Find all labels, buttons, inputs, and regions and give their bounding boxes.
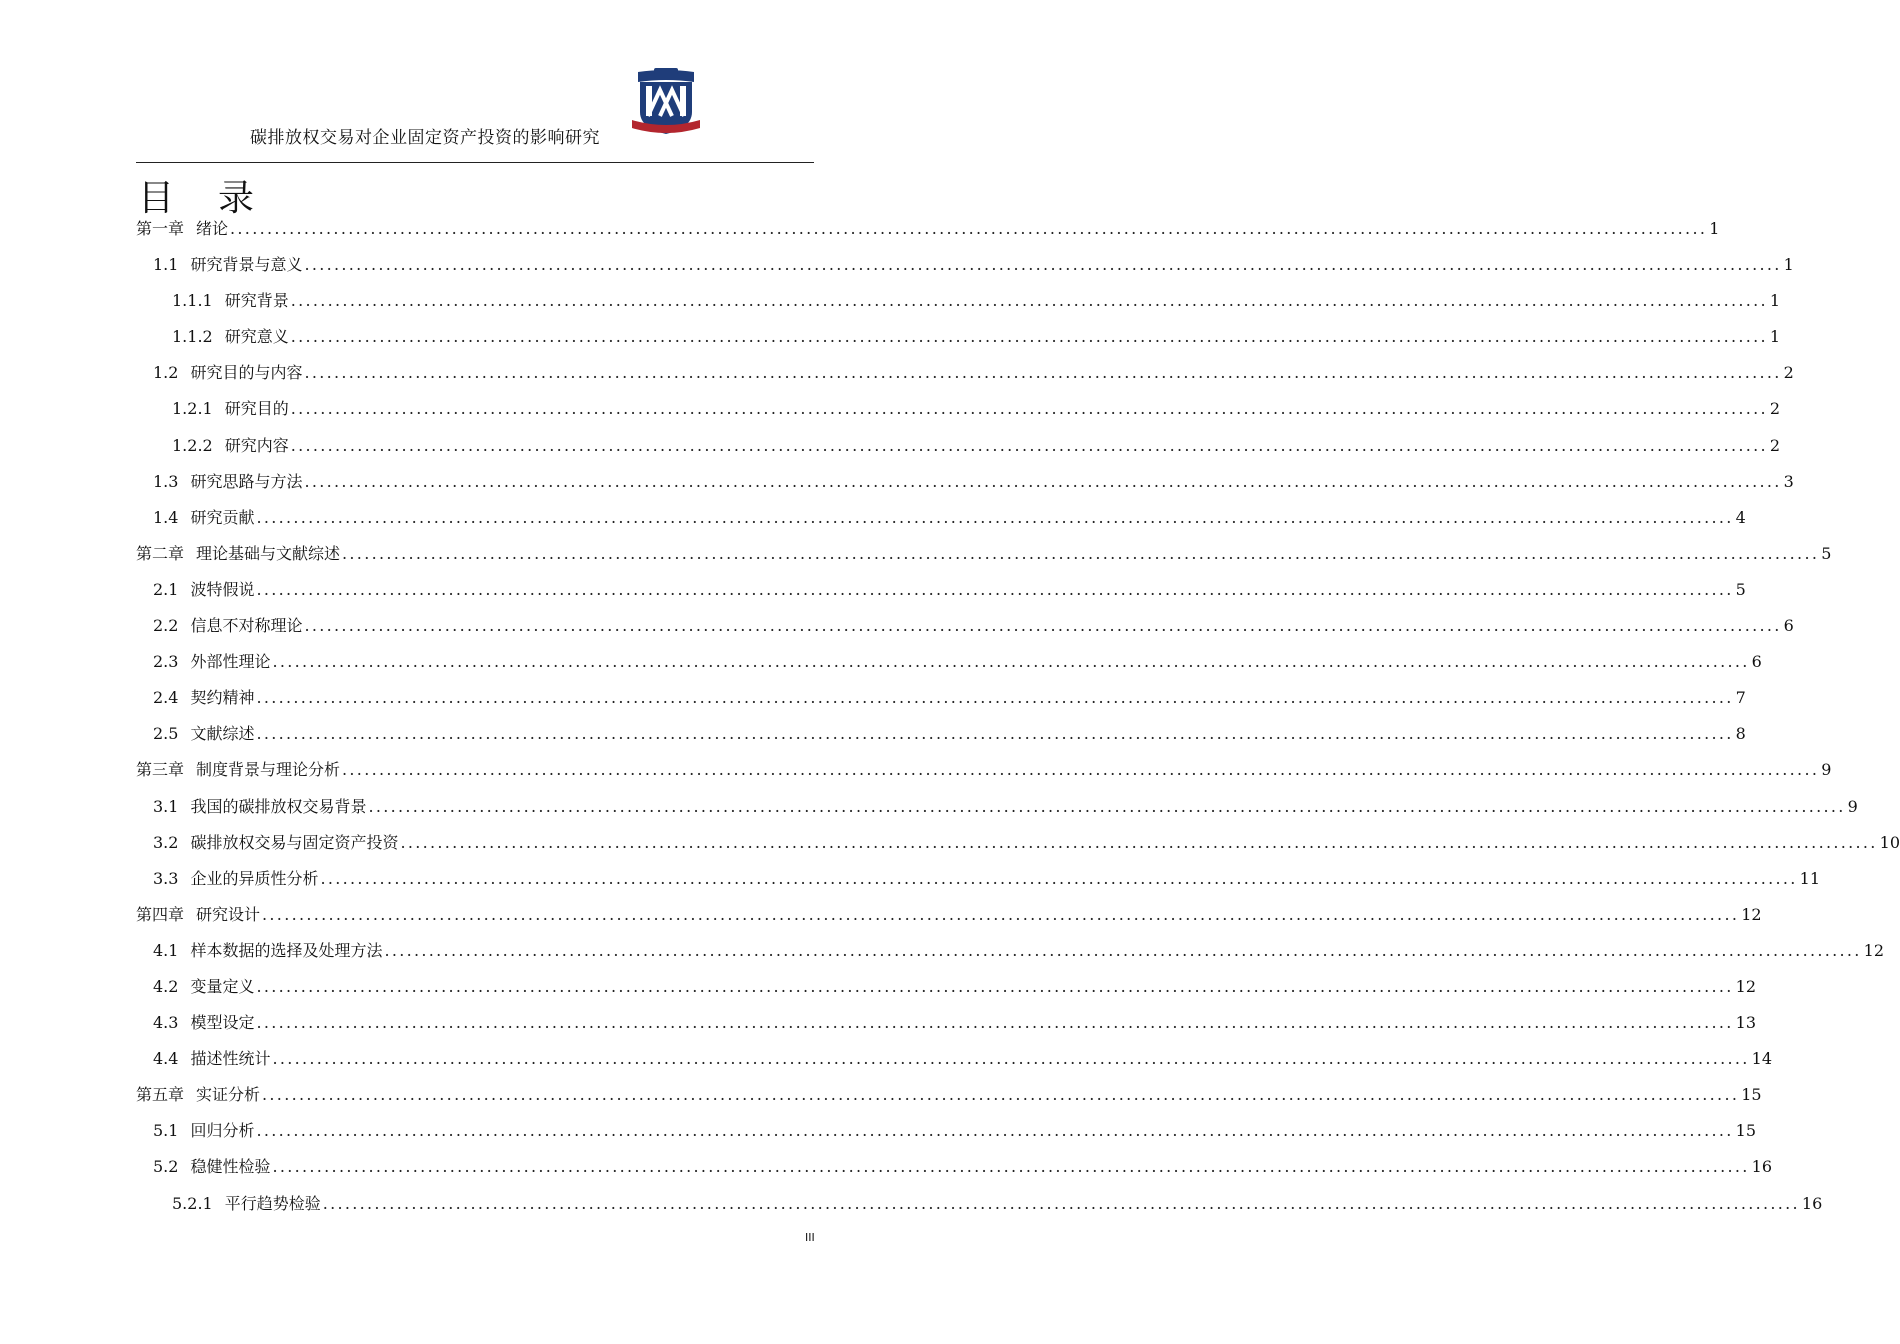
toc-entry-title: 我国的碳排放权交易背景 xyxy=(190,796,367,816)
toc-entry[interactable] xyxy=(136,789,1858,825)
toc-entry[interactable] xyxy=(136,283,1781,319)
toc-entry-page: 10 xyxy=(1879,832,1900,852)
toc-entry-title: 碳排放权交易与固定资产投资 xyxy=(190,832,399,852)
toc-entry-number: 5.1 xyxy=(153,1121,179,1141)
toc-dot-leader: ........................................................................................................................................................................................................ xyxy=(304,255,1782,275)
toc-entry-title: 研究内容 xyxy=(224,435,289,455)
toc-entry[interactable] xyxy=(136,1113,1757,1149)
toc-entry-title: 理论基础与文献综述 xyxy=(196,543,341,563)
toc-entry-label xyxy=(172,428,289,464)
toc-entry-page: 4 xyxy=(1735,507,1746,527)
toc-dot-leader: ........................................................................................................................................................................................................ xyxy=(256,688,1734,708)
toc-entry-title: 实证分析 xyxy=(196,1085,261,1105)
toc-entry-label xyxy=(153,1149,270,1185)
toc-list xyxy=(136,211,1900,1222)
toc-entry-title: 绪论 xyxy=(196,219,229,238)
toc-entry-label xyxy=(153,1041,270,1077)
toc-entry[interactable] xyxy=(136,608,1794,644)
toc-entry-number: 1.2 xyxy=(153,363,179,383)
toc-entry-number: 2.4 xyxy=(153,688,179,708)
toc-dot-leader: ........................................................................................................................................................................................................ xyxy=(272,652,1750,672)
toc-dot-leader: ........................................................................................................................................................................................................ xyxy=(320,868,1798,888)
toc-dot-leader: ........................................................................................................................................................................................................ xyxy=(290,399,1768,419)
toc-entry-number: 第五章 xyxy=(136,1085,185,1105)
toc-entry[interactable] xyxy=(136,897,1762,933)
toc-dot-leader: ........................................................................................................................................................................................................ xyxy=(272,1157,1750,1177)
toc-dot-leader: ........................................................................................................................................................................................................ xyxy=(256,579,1734,599)
toc-entry[interactable] xyxy=(136,464,1794,500)
toc-dot-leader: ........................................................................................................................................................................................................ xyxy=(256,724,1734,744)
toc-entry-page: 9 xyxy=(1821,760,1832,780)
toc-entry-page: 6 xyxy=(1783,616,1794,636)
toc-dot-leader: ........................................................................................................................................................................................................ xyxy=(384,940,1862,960)
toc-entry-page: 1 xyxy=(1709,219,1720,238)
toc-entry-label xyxy=(153,716,254,752)
toc-entry-label xyxy=(172,391,289,427)
toc-heading: 目录 xyxy=(138,178,299,219)
toc-entry-number: 1.1 xyxy=(153,255,179,275)
toc-entry-page: 1 xyxy=(1769,291,1781,311)
toc-entry[interactable] xyxy=(136,716,1746,752)
toc-entry[interactable] xyxy=(136,391,1781,427)
toc-entry-number: 2.2 xyxy=(153,616,179,636)
toc-entry-number: 5.2.1 xyxy=(172,1193,213,1213)
toc-entry[interactable] xyxy=(136,969,1757,1005)
toc-entry-page: 15 xyxy=(1735,1121,1757,1141)
university-logo xyxy=(632,68,700,140)
toc-entry[interactable] xyxy=(136,1005,1757,1041)
toc-entry-page: 1 xyxy=(1783,255,1794,275)
toc-entry-number: 1.4 xyxy=(153,507,179,527)
toc-entry-label xyxy=(172,1186,321,1222)
toc-entry-label xyxy=(153,861,318,897)
toc-entry-label xyxy=(153,1113,254,1149)
toc-entry-page: 16 xyxy=(1751,1157,1773,1177)
toc-entry-title: 研究贡献 xyxy=(190,507,255,527)
toc-entry-title: 稳健性检验 xyxy=(190,1157,271,1177)
toc-entry-number: 4.2 xyxy=(153,976,179,996)
toc-entry-title: 研究目的 xyxy=(224,399,289,419)
toc-entry[interactable] xyxy=(136,247,1794,283)
toc-entry-page: 11 xyxy=(1799,868,1821,888)
toc-entry-page: 12 xyxy=(1863,940,1885,960)
toc-entry-page: 2 xyxy=(1783,363,1794,383)
toc-entry-number: 4.3 xyxy=(153,1013,179,1033)
toc-entry-label xyxy=(153,500,254,536)
toc-entry-label xyxy=(153,572,254,608)
toc-entry-page: 2 xyxy=(1769,435,1781,455)
toc-entry-page: 12 xyxy=(1735,976,1757,996)
toc-entry-number: 第一章 xyxy=(136,219,185,238)
toc-entry-label xyxy=(153,355,302,391)
toc-entry-page: 14 xyxy=(1751,1049,1773,1069)
toc-entry-page: 5 xyxy=(1821,543,1832,563)
toc-entry-number: 3.3 xyxy=(153,868,179,888)
toc-entry-number: 3.1 xyxy=(153,796,179,816)
toc-dot-leader: ........................................................................................................................................................................................................ xyxy=(256,507,1734,527)
toc-entry[interactable] xyxy=(136,680,1746,716)
toc-entry[interactable] xyxy=(136,825,1900,861)
toc-entry-number: 2.5 xyxy=(153,724,179,744)
toc-entry-number: 5.2 xyxy=(153,1157,179,1177)
toc-dot-leader: ........................................................................................................................................................................................................ xyxy=(256,1013,1734,1033)
toc-entry-label xyxy=(153,969,254,1005)
toc-dot-leader: ........................................................................................................................................................................................................ xyxy=(290,291,1768,311)
toc-dot-leader: ........................................................................................................................................................................................................ xyxy=(230,219,1708,238)
toc-entry-label xyxy=(153,608,302,644)
toc-entry[interactable] xyxy=(136,1186,1823,1222)
toc-entry[interactable] xyxy=(136,1077,1762,1113)
toc-entry[interactable] xyxy=(136,500,1746,536)
toc-entry-title: 研究背景 xyxy=(224,291,289,311)
toc-entry[interactable] xyxy=(136,1149,1773,1185)
toc-dot-leader: ........................................................................................................................................................................................................ xyxy=(256,1121,1734,1141)
toc-entry-page: 15 xyxy=(1741,1085,1762,1105)
toc-entry-title: 描述性统计 xyxy=(190,1049,271,1069)
toc-entry-label xyxy=(136,1077,260,1113)
toc-entry-title: 样本数据的选择及处理方法 xyxy=(190,940,383,960)
toc-dot-leader: ........................................................................................................................................................................................................ xyxy=(272,1049,1750,1069)
toc-entry-page: 9 xyxy=(1847,796,1858,816)
toc-entry-label xyxy=(136,211,228,247)
toc-entry-number: 3.2 xyxy=(153,832,179,852)
toc-entry[interactable] xyxy=(136,752,1832,788)
toc-entry[interactable] xyxy=(136,572,1746,608)
toc-dot-leader: ........................................................................................................................................................................................................ xyxy=(262,904,1740,924)
toc-entry-title: 模型设定 xyxy=(190,1013,255,1033)
toc-entry-title: 变量定义 xyxy=(190,976,255,996)
toc-entry-title: 信息不对称理论 xyxy=(190,616,303,636)
toc-entry-number: 1.2.1 xyxy=(172,399,213,419)
toc-entry-label xyxy=(153,933,382,969)
toc-entry-number: 第四章 xyxy=(136,904,185,924)
toc-entry-number: 2.1 xyxy=(153,579,179,599)
toc-entry[interactable] xyxy=(136,355,1794,391)
toc-entry-page: 7 xyxy=(1735,688,1746,708)
toc-entry-number: 1.1.1 xyxy=(172,291,213,311)
toc-entry-page: 3 xyxy=(1783,471,1794,491)
toc-entry-page: 13 xyxy=(1735,1013,1757,1033)
toc-entry-page: 1 xyxy=(1769,327,1781,347)
toc-dot-leader: ........................................................................................................................................................................................................ xyxy=(368,796,1846,816)
toc-entry-label xyxy=(153,1005,254,1041)
toc-entry-label xyxy=(136,536,340,572)
page-number: III xyxy=(805,1231,815,1244)
toc-entry[interactable] xyxy=(136,428,1781,464)
toc-entry-number: 2.3 xyxy=(153,652,179,672)
toc-entry[interactable] xyxy=(136,933,1885,969)
toc-entry-number: 第三章 xyxy=(136,760,185,780)
toc-dot-leader: ........................................................................................................................................................................................................ xyxy=(290,327,1768,347)
toc-entry-label xyxy=(153,464,302,500)
toc-dot-leader: ........................................................................................................................................................................................................ xyxy=(304,616,1782,636)
toc-entry-page: 5 xyxy=(1735,579,1746,599)
toc-entry-title: 回归分析 xyxy=(190,1121,255,1141)
toc-entry-label xyxy=(153,247,302,283)
toc-entry[interactable] xyxy=(136,211,1720,247)
toc-entry-title: 契约精神 xyxy=(190,688,255,708)
toc-entry-title: 平行趋势检验 xyxy=(224,1193,321,1213)
toc-entry-label xyxy=(172,283,289,319)
toc-entry-label xyxy=(172,319,289,355)
toc-entry-label xyxy=(136,897,260,933)
toc-entry-title: 研究设计 xyxy=(196,904,261,924)
toc-entry-title: 研究意义 xyxy=(224,327,289,347)
toc-entry-title: 研究目的与内容 xyxy=(190,363,303,383)
toc-entry-label xyxy=(136,752,340,788)
toc-dot-leader: ........................................................................................................................................................................................................ xyxy=(256,976,1734,996)
toc-entry-title: 研究思路与方法 xyxy=(190,471,303,491)
running-header-title: 碳排放权交易对企业固定资产投资的影响研究 xyxy=(250,128,600,148)
toc-entry[interactable] xyxy=(136,536,1832,572)
toc-entry-page: 16 xyxy=(1801,1193,1823,1213)
toc-entry-label xyxy=(153,825,398,861)
toc-entry-title: 研究背景与意义 xyxy=(190,255,303,275)
toc-dot-leader: ........................................................................................................................................................................................................ xyxy=(290,435,1768,455)
toc-entry-label xyxy=(153,680,254,716)
toc-entry-page: 12 xyxy=(1741,904,1762,924)
toc-entry-label xyxy=(153,644,270,680)
header-rule xyxy=(136,162,814,163)
toc-entry-number: 1.2.2 xyxy=(172,435,213,455)
toc-entry-number: 4.4 xyxy=(153,1049,179,1069)
toc-entry-number: 第二章 xyxy=(136,543,185,563)
toc-entry-title: 企业的异质性分析 xyxy=(190,868,319,888)
toc-dot-leader: ........................................................................................................................................................................................................ xyxy=(400,832,1878,852)
toc-entry-page: 8 xyxy=(1735,724,1746,744)
toc-dot-leader: ........................................................................................................................................................................................................ xyxy=(342,760,1820,780)
toc-entry[interactable] xyxy=(136,1041,1773,1077)
toc-entry-label xyxy=(153,789,366,825)
toc-dot-leader: ........................................................................................................................................................................................................ xyxy=(304,471,1782,491)
toc-entry-page: 2 xyxy=(1769,399,1781,419)
toc-entry-number: 4.1 xyxy=(153,940,179,960)
toc-entry-number: 1.1.2 xyxy=(172,327,213,347)
toc-entry-number: 1.3 xyxy=(153,471,179,491)
toc-entry-title: 文献综述 xyxy=(190,724,255,744)
toc-dot-leader: ........................................................................................................................................................................................................ xyxy=(262,1085,1740,1105)
toc-entry[interactable] xyxy=(136,861,1821,897)
toc-entry-title: 外部性理论 xyxy=(190,652,271,672)
toc-entry[interactable] xyxy=(136,319,1781,355)
toc-entry-title: 制度背景与理论分析 xyxy=(196,760,341,780)
toc-dot-leader: ........................................................................................................................................................................................................ xyxy=(342,543,1820,563)
toc-entry-page: 6 xyxy=(1751,652,1762,672)
toc-entry[interactable] xyxy=(136,644,1762,680)
toc-dot-leader: ........................................................................................................................................................................................................ xyxy=(322,1193,1800,1213)
toc-entry-title: 波特假说 xyxy=(190,579,255,599)
toc-dot-leader: ........................................................................................................................................................................................................ xyxy=(304,363,1782,383)
